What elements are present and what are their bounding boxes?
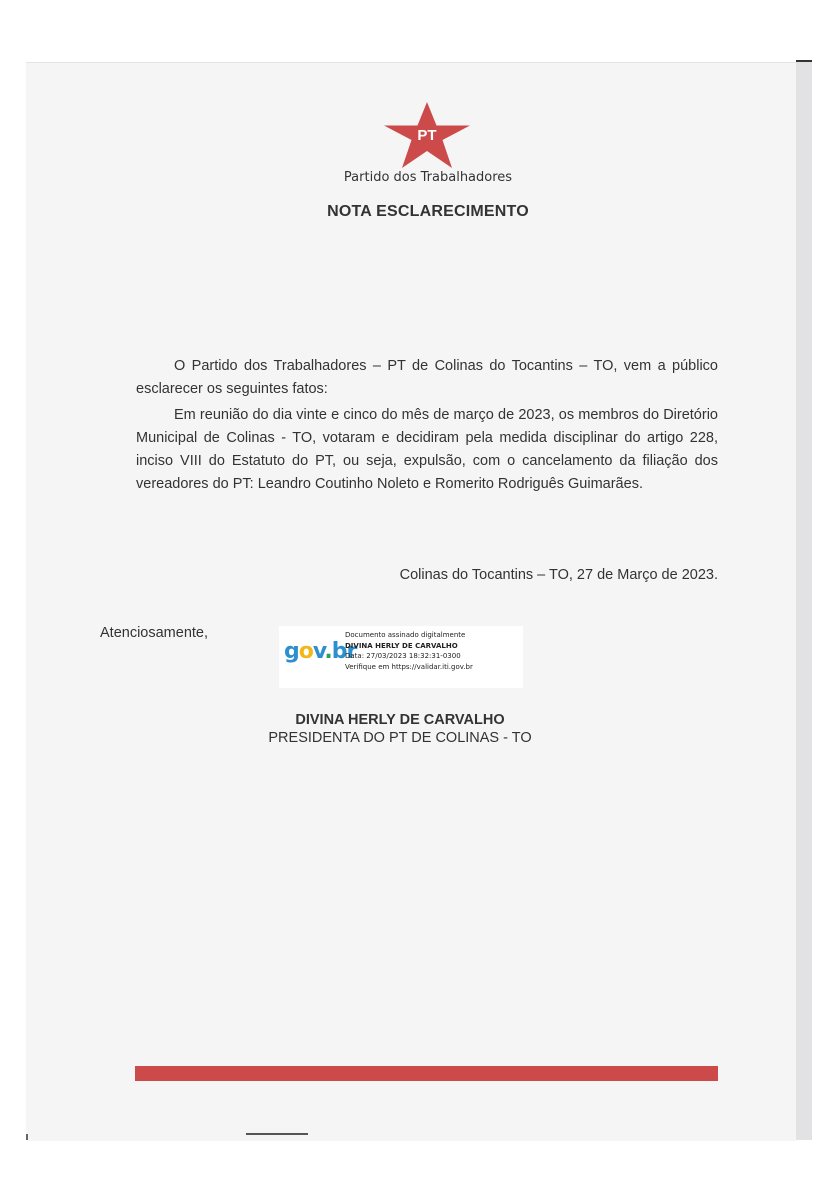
signature-verify: Verifique em https://validar.iti.gov.br: [345, 662, 473, 671]
govbr-logo: gov.br: [284, 639, 357, 664]
closing-salutation: Atenciosamente,: [100, 625, 209, 641]
pt-star-logo: [384, 102, 470, 168]
page-title: NOTA ESCLARECIMENTO: [327, 203, 529, 220]
body-paragraph-1: O Partido dos Trabalhadores – PT de Colinas do Tocantins – TO, vem a público esclarecer os seguintes fatos:: [136, 358, 718, 397]
signature-date: Data: 27/03/2023 18:32:31-0300: [345, 652, 461, 660]
scan-edge: [796, 62, 812, 1140]
document-page: [26, 62, 796, 1141]
footer-red-bar: [135, 1066, 718, 1081]
party-name: Partido dos Trabalhadores: [343, 170, 513, 185]
signature-signer: DIVINA HERLY DE CARVALHO: [345, 641, 458, 650]
scan-mark: [246, 1133, 308, 1135]
logo-text: PT: [417, 127, 437, 144]
scan-edge-line: [796, 60, 812, 62]
signature-details: [345, 630, 473, 672]
date-line: Colinas do Tocantins – TO, 27 de Março de 2023.: [399, 567, 718, 583]
signer-role: PRESIDENTA DO PT DE COLINAS - TO: [268, 730, 532, 746]
body-paragraph-2: Em reunião do dia vinte e cinco do mês de março de 2023, os membros do Diretório Municipal de Colinas - TO, votaram e decidiram pela medida disciplinar do artigo 228, inciso VIII do Estatuto do PT, ou seja, expulsão, com o cancelamento da filiação dos vereadores do PT: Leandro Coutinho Noleto e Romerito Rodriguês Guimarães.: [136, 407, 718, 492]
digital-signature-stamp: [279, 626, 523, 688]
scan-mark: [26, 1134, 28, 1140]
signature-line-1: Documento assinado digitalmente: [345, 631, 466, 639]
signer-name: DIVINA HERLY DE CARVALHO: [295, 712, 505, 728]
